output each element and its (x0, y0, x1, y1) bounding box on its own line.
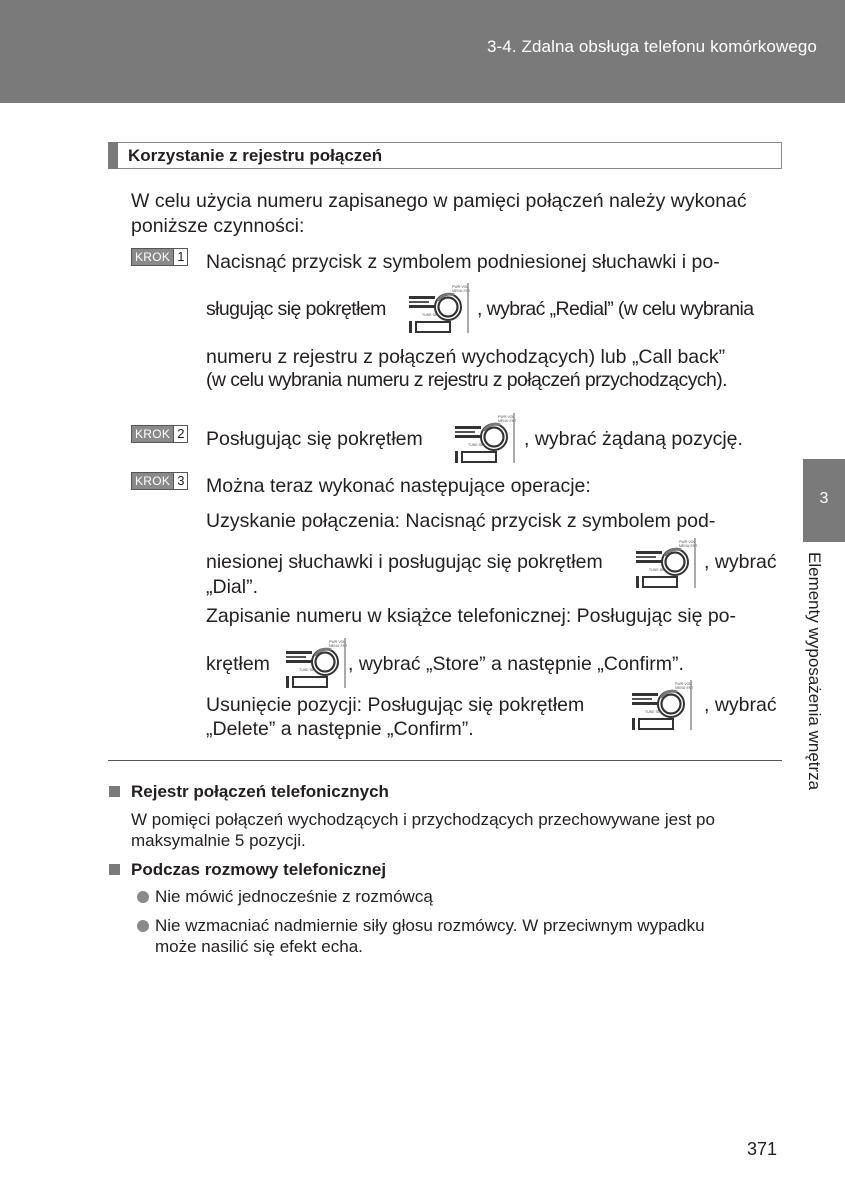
step-badge-label: KROK (132, 426, 173, 442)
square-bullet-icon (109, 786, 120, 797)
step-3-op2-line-2a: krętłem (206, 653, 270, 675)
round-bullet-icon (137, 891, 149, 903)
step-badge-number: 3 (173, 473, 187, 489)
chapter-title: 3-4. Zdalna obsługa telefonu komórkowego (486, 37, 817, 56)
step-1-line-2b: , wybrać „Redial” (w celu wybrania (477, 298, 754, 320)
tune-knob-icon (406, 281, 470, 335)
note-1-title: Rejestr połączeń telefonicznych (131, 782, 389, 801)
section-divider (108, 760, 782, 761)
chapter-header (0, 0, 845, 103)
step-3-op2-line-1: Zapisanie numeru w książce telefonicznej: Posługując się po- (206, 605, 737, 627)
step-1-line-4: (w celu wybrania numeru z rejestru z połączeń przychodzących). (206, 369, 727, 391)
round-bullet-icon (137, 920, 149, 932)
step-2-badge (131, 425, 188, 443)
step-1-line-2a: sługując się pokrętłem (206, 298, 386, 320)
note-2-bullet-1: Nie mówić jednocześnie z rozmówcą (155, 887, 433, 906)
note-2-title: Podczas rozmowy telefonicznej (131, 860, 387, 879)
step-3-op1-line-2a: niesionej słuchawki i posługując się pokrętłem (206, 551, 603, 573)
chapter-side-label: Elementy wyposażenia wnętrza (805, 552, 824, 791)
page-number: 371 (747, 1139, 778, 1159)
tune-knob-icon (629, 678, 693, 732)
chapter-tab (803, 459, 845, 542)
section-heading-bar (108, 142, 118, 169)
step-2-line-b: , wybrać żądaną pozycję. (524, 428, 743, 450)
note-1-line-1: W pomięci połączeń wychodzących i przychodzących przechowywane jest po (131, 810, 715, 829)
section-heading (108, 142, 782, 169)
section-title: Korzystanie z rejestru połączeń (128, 146, 383, 165)
step-3-badge (131, 472, 188, 490)
step-badge-number: 2 (173, 426, 187, 442)
tune-knob-icon (283, 636, 347, 690)
note-2-bullet-2-line-2: może nasilić się efekt echa. (155, 937, 363, 956)
square-bullet-icon (109, 864, 120, 875)
step-3-op1-line-2b: , wybrać (704, 551, 777, 573)
step-3-op3-line-1a: Usunięcie pozycji: Posługując się pokrętłem (206, 694, 585, 716)
step-badge-label: KROK (132, 249, 173, 265)
step-3-line-1: Można teraz wykonać następujące operacje: (206, 475, 591, 497)
chapter-number: 3 (819, 490, 829, 507)
step-3-op3-line-1b: , wybrać (704, 694, 777, 716)
step-1-line-1: Nacisnąć przycisk z symbolem podniesionej słuchawki i po- (206, 251, 720, 273)
step-2-line-a: Posługując się pokrętłem (206, 428, 423, 450)
intro-line-1: W celu użycia numeru zapisanego w pamięci połączeń należy wykonać (131, 190, 747, 212)
step-1-badge (131, 248, 188, 266)
step-3-op2-line-2b: , wybrać „Store” a następnie „Confirm”. (348, 653, 684, 675)
step-1-line-3: numeru z rejestru z połączeń wychodzących) lub „Call back” (206, 346, 726, 368)
tune-knob-icon (633, 536, 697, 590)
step-badge-label: KROK (132, 473, 173, 489)
note-1-line-2: maksymalnie 5 pozycji. (131, 831, 306, 850)
intro-line-2: poniższe czynności: (131, 215, 305, 237)
tune-knob-icon (452, 411, 516, 465)
step-3-op1-line-1: Uzyskanie połączenia: Nacisnąć przycisk z symbolem pod- (206, 510, 716, 532)
step-3-op3-line-2: „Delete” a następnie „Confirm”. (206, 718, 474, 740)
step-3-op1-line-3: „Dial”. (206, 576, 258, 598)
note-2-bullet-2-line-1: Nie wzmacniać nadmiernie siły głosu rozmówcy. W przeciwnym wypadku (155, 916, 705, 935)
step-badge-number: 1 (173, 249, 187, 265)
